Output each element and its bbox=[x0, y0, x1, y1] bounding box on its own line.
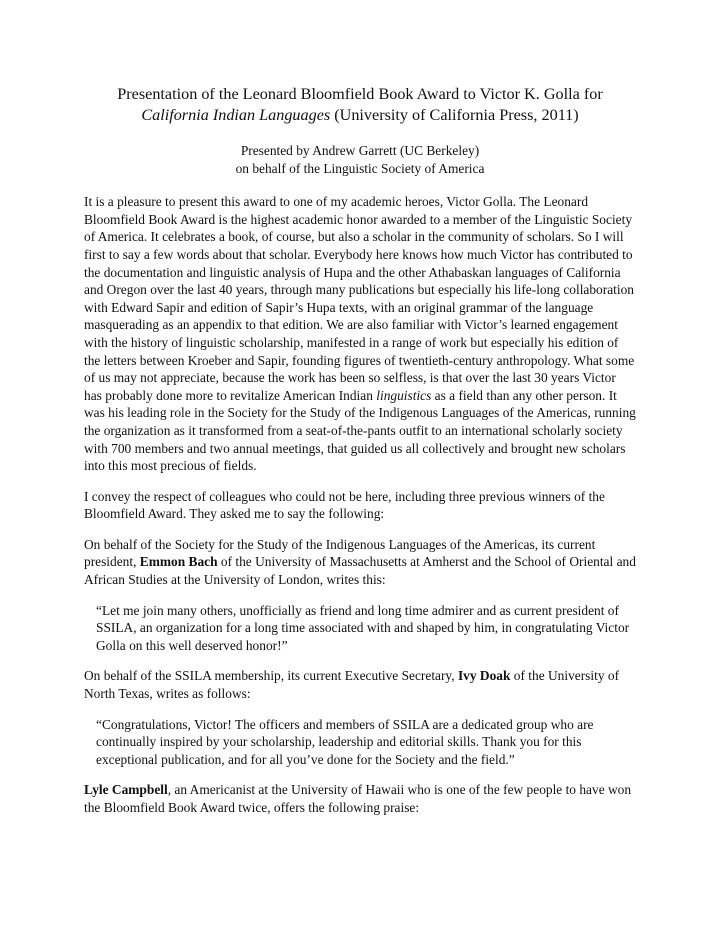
document-body bbox=[84, 84, 636, 830]
byline-presenter: Presented by Andrew Garrett (UC Berkeley) bbox=[240, 143, 480, 158]
paragraph-bach-text-b: of the University of Massachusetts at Amherst and the School of Oriental and African Studies at the University of London, writes this: bbox=[84, 554, 636, 588]
paragraph-campbell bbox=[84, 781, 636, 816]
paragraph-campbell-text: , an Americanist at the University of Hawaii who is one of the few people to have won the Bloomfield Book Award twice, offers the following praise: bbox=[84, 782, 632, 815]
title-line-1: Presentation of the Leonard Bloomfield Book Award to Victor K. Golla for bbox=[117, 85, 603, 103]
paragraph-bach bbox=[84, 536, 636, 589]
paragraph-intro bbox=[84, 193, 636, 475]
paragraph-intro-text-b: as a field than any other person. It was his leading role in the Society for the Study of the Indigenous Languages of the Americas, running the organization as it transformed from a seat-of-the-pants outfit to an international scholarly society with 700 members and two annual meetings, that guided us all collectively and brought new scholars into this most precious of fields. bbox=[84, 387, 636, 474]
paragraph-intro-text-a: It is a pleasure to present this award to one of my academic heroes, Victor Golla. The Leonard Bloomfield Book Award is the highest academic honor awarded to a member of the Linguistic Society of America. It celebrates a book, of course, but also a scholar in the community of scholars. So I will first to say a few words about that scholar. Everybody here knows how much Victor has contributed to the documentation and linguistic analysis of Hupa and the other Athabaskan languages of California and Oregon over the last 40 years, through many publications but especially his life-long collaboration with Edward Sapir and edition of Sapir’s Hupa texts, with an original grammar of the language masquerading as an appendix to that edition. We are also familiar with Victor’s learned engagement with the history of linguistic scholarship, manifested in a range of work but especially his edition of the letters between Kroeber and Sapir, founding figures of twentieth-century anthropology. What some of us may not appreciate, because the work has been so selfless, is that over the last 30 years Victor has probably done more to revitalize American Indian bbox=[84, 194, 635, 403]
paragraph-intro-emphasis: linguistics bbox=[376, 387, 432, 403]
quote-doak: “Congratulations, Victor! The officers and members of SSILA are a dedicated group who are continually inspired by your scholarship, leadership and editorial skills. Thank you for this exceptional publication, and for all you’ve done for the Society and the field.” bbox=[96, 716, 594, 767]
paragraph-doak-text-b: of the University of North Texas, writes as follows: bbox=[84, 668, 620, 702]
name-emmon-bach: Emmon Bach bbox=[139, 554, 218, 570]
paragraph-convey: I convey the respect of colleagues who could not be here, including three previous winners of the Bloomfield Award. They asked me to say the following: bbox=[84, 488, 605, 522]
byline-organization: on behalf of the Linguistic Society of America bbox=[235, 160, 485, 176]
paragraph-bach-text-a: On behalf of the Society for the Study of the Indigenous Languages of the Americas, its current president, bbox=[84, 536, 596, 570]
paragraph-doak-text-a: On behalf of the SSILA membership, its current Executive Secretary, bbox=[84, 668, 458, 684]
byline bbox=[84, 142, 636, 177]
paragraph-doak bbox=[84, 667, 636, 702]
book-title: California Indian Languages bbox=[141, 106, 331, 124]
name-lyle-campbell: Lyle Campbell bbox=[84, 782, 168, 798]
document-title bbox=[84, 84, 636, 126]
name-ivy-doak: Ivy Doak bbox=[457, 668, 511, 684]
book-publisher: (University of California Press, 2011) bbox=[330, 106, 579, 124]
quote-bach: “Let me join many others, unofficially as friend and long time admirer and as current president of SSILA, an organization for a long time associated with and shaped by him, in congratulating Victor Golla on this well deserved honor!” bbox=[96, 602, 630, 653]
